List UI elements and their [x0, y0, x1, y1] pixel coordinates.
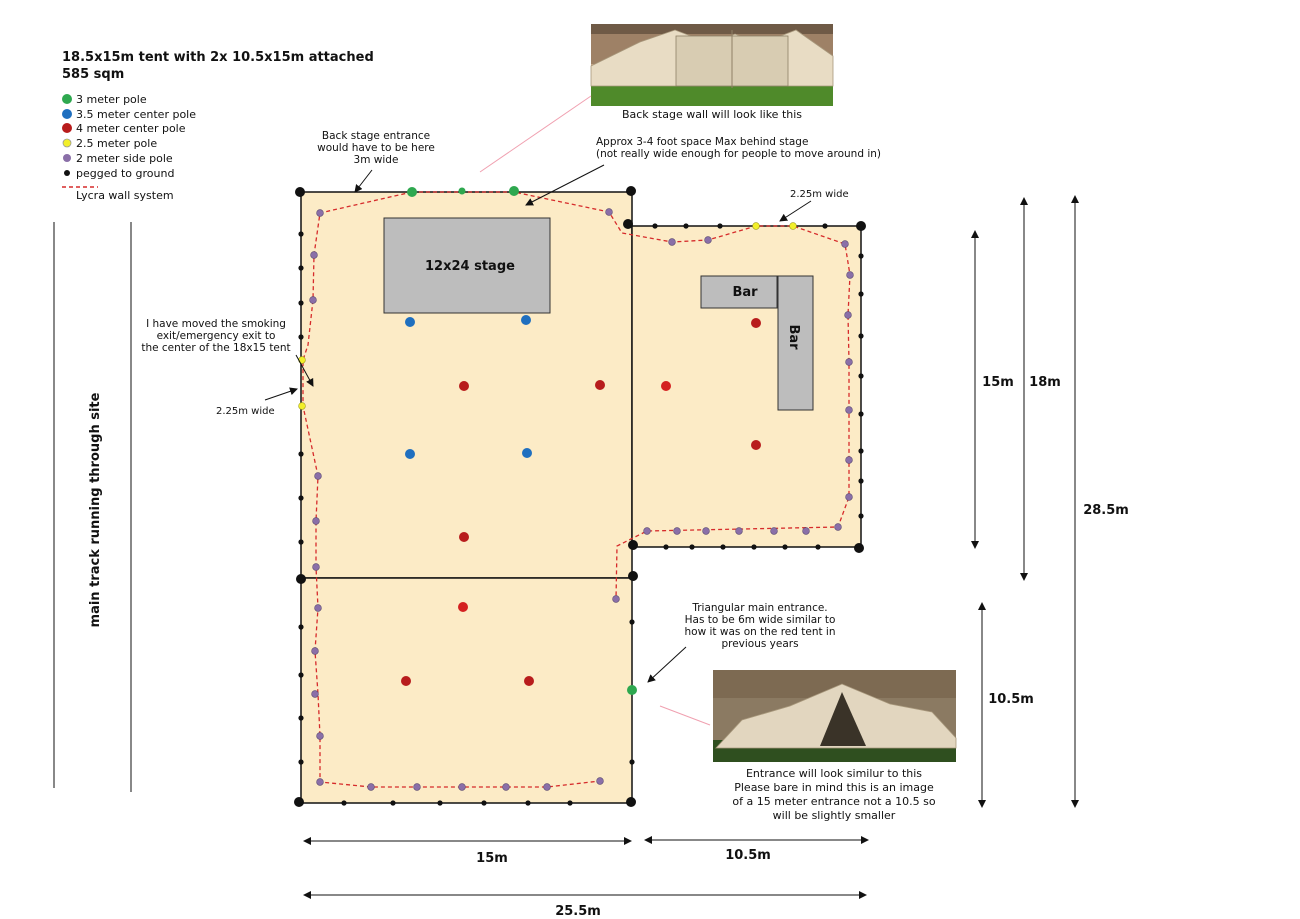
dim-label-18m: 18m: [1029, 375, 1061, 390]
peg: [858, 253, 863, 258]
blue-pole: [405, 317, 415, 327]
entrance-photo-caption-line-4: will be slightly smaller: [772, 809, 896, 822]
side-pole: [606, 209, 613, 216]
legend-yellow-dot: [63, 139, 71, 147]
side-pole: [703, 528, 710, 535]
dim-label-15m-bottom: 15m: [476, 851, 508, 866]
space-behind-stage-line-1: Approx 3-4 foot space Max behind stage: [596, 136, 809, 148]
side-pole: [736, 528, 743, 535]
peg: [822, 223, 827, 228]
legend-label-3-5m: 3.5 meter center pole: [76, 108, 196, 121]
yellow-pole: [299, 403, 306, 410]
red-pole: [458, 602, 468, 612]
title-line-1: 18.5x15m tent with 2x 10.5x15m attached: [62, 50, 374, 65]
left-width-label: 2.25m wide: [216, 406, 275, 417]
entrance-photo-pointer: [660, 706, 710, 725]
red-pole: [459, 532, 469, 542]
peg: [858, 291, 863, 296]
photo-backstage-grass: [591, 86, 833, 106]
peg: [525, 800, 530, 805]
main-entrance-line-1: Triangular main entrance.: [692, 602, 828, 614]
side-pole: [771, 528, 778, 535]
peg: [815, 544, 820, 549]
side-pole: [846, 457, 853, 464]
backstage-entrance-line-1: Back stage entrance: [321, 130, 431, 142]
red-pole: [595, 380, 605, 390]
legend-label-3m: 3 meter pole: [76, 93, 147, 106]
backstage-entrance-line-2: would have to be here: [317, 142, 435, 154]
legend-label-2m: 2 meter side pole: [76, 152, 173, 165]
side-pole: [669, 239, 676, 246]
peg: [298, 334, 303, 339]
annotation-top-right-width: [780, 189, 849, 221]
stage-label: 12x24 stage: [425, 259, 515, 274]
green-pole: [627, 685, 637, 695]
side-pole: [315, 473, 322, 480]
peg: [567, 800, 572, 805]
side-pole: [846, 407, 853, 414]
peg: [298, 715, 303, 720]
peg: [437, 800, 442, 805]
peg: [858, 333, 863, 338]
dim-label-15m-right: 15m: [982, 375, 1014, 390]
side-pole: [842, 241, 849, 248]
red-pole: [459, 381, 469, 391]
corner-pole: [628, 571, 638, 581]
dim-label-28-5m: 28.5m: [1083, 503, 1129, 518]
peg: [717, 223, 722, 228]
peg: [858, 448, 863, 453]
peg: [298, 539, 303, 544]
side-pole: [310, 297, 317, 304]
legend-red-dot: [62, 123, 72, 133]
backstage-photo-pointer: [480, 96, 591, 172]
peg: [298, 495, 303, 500]
main-entrance-arrow: [648, 647, 686, 682]
title-block: [62, 50, 374, 82]
space-behind-stage-line-2: (not really wide enough for people to move around in): [596, 148, 881, 160]
main-track-label: main track running through site: [88, 392, 103, 628]
left-width-arrow: [265, 389, 297, 400]
annotation-backstage-entrance: [317, 130, 435, 192]
side-pole: [315, 605, 322, 612]
smoking-exit-line-2: exit/emergency exit to: [156, 330, 276, 342]
tent-lower-10-5x15: [301, 578, 632, 803]
bar-label-horizontal: Bar: [732, 285, 758, 300]
smoking-exit-line-1: I have moved the smoking: [146, 318, 286, 330]
peg: [481, 800, 486, 805]
side-pole: [705, 237, 712, 244]
dim-label-25-5m: 25.5m: [555, 904, 601, 919]
legend-purple-dot: [63, 154, 71, 162]
green-pole: [459, 188, 466, 195]
peg: [652, 223, 657, 228]
annotation-smoking-exit: [141, 318, 313, 386]
peg: [629, 759, 634, 764]
side-pole: [847, 272, 854, 279]
legend-green-dot: [62, 94, 72, 104]
backstage-photo-caption: Back stage wall will look like this: [621, 108, 803, 121]
peg: [341, 800, 346, 805]
red-pole: [524, 676, 534, 686]
photo-entrance: [660, 670, 956, 822]
legend-label-2-5m: 2.5 meter pole: [76, 137, 158, 150]
peg: [298, 265, 303, 270]
peg: [298, 300, 303, 305]
side-pole: [312, 691, 319, 698]
legend-black-dot: [64, 170, 70, 176]
side-pole: [613, 596, 620, 603]
red-pole: [751, 440, 761, 450]
peg: [629, 619, 634, 624]
side-pole: [317, 733, 324, 740]
corner-pole: [626, 797, 636, 807]
red-pole: [751, 318, 761, 328]
peg: [689, 544, 694, 549]
peg: [782, 544, 787, 549]
peg: [298, 759, 303, 764]
blue-pole: [405, 449, 415, 459]
side-pole: [317, 210, 324, 217]
green-pole: [509, 186, 519, 196]
top-right-width-arrow: [780, 201, 811, 221]
smoking-exit-line-3: the center of the 18x15 tent: [141, 342, 291, 354]
entrance-photo-caption-line-1: Entrance will look similur to this: [745, 767, 923, 780]
corner-pole: [295, 187, 305, 197]
peg: [858, 513, 863, 518]
side-pole: [312, 648, 319, 655]
side-pole: [313, 518, 320, 525]
red-pole: [401, 676, 411, 686]
side-pole: [544, 784, 551, 791]
backstage-entrance-arrow: [355, 170, 372, 192]
main-entrance-line-4: previous years: [721, 638, 799, 650]
side-pole: [674, 528, 681, 535]
legend-label-4m: 4 meter center pole: [76, 122, 186, 135]
peg: [683, 223, 688, 228]
entrance-photo-caption-line-2: Please bare in mind this is an image: [734, 781, 934, 794]
red-pole: [661, 381, 671, 391]
corner-pole: [296, 574, 306, 584]
side-pole: [803, 528, 810, 535]
corner-pole: [294, 797, 304, 807]
peg: [298, 231, 303, 236]
peg: [298, 624, 303, 629]
blue-pole: [521, 315, 531, 325]
backstage-entrance-line-3: 3m wide: [353, 154, 399, 166]
side-pole: [368, 784, 375, 791]
peg: [390, 800, 395, 805]
main-entrance-line-3: how it was on the red tent in: [684, 626, 836, 638]
peg: [751, 544, 756, 549]
peg: [298, 451, 303, 456]
side-pole: [846, 494, 853, 501]
side-pole: [835, 524, 842, 531]
dim-label-10-5m-right: 10.5m: [988, 692, 1034, 707]
peg: [720, 544, 725, 549]
side-pole: [845, 312, 852, 319]
side-pole: [459, 784, 466, 791]
side-pole: [846, 359, 853, 366]
legend-blue-dot: [62, 109, 72, 119]
peg: [298, 672, 303, 677]
top-right-width-label: 2.25m wide: [790, 189, 849, 200]
side-pole: [503, 784, 510, 791]
blue-pole: [522, 448, 532, 458]
green-pole: [407, 187, 417, 197]
side-pole: [313, 564, 320, 571]
dim-label-10-5m-bottom: 10.5m: [725, 848, 771, 863]
bar-label-vertical: Bar: [786, 324, 801, 350]
legend-label-pegged: pegged to ground: [76, 167, 175, 180]
corner-pole: [628, 540, 638, 550]
corner-pole: [623, 219, 633, 229]
legend: [62, 93, 196, 202]
side-pole: [644, 528, 651, 535]
side-pole: [311, 252, 318, 259]
corner-pole: [854, 543, 864, 553]
corner-pole: [626, 186, 636, 196]
side-pole: [414, 784, 421, 791]
peg: [663, 544, 668, 549]
yellow-pole: [790, 223, 797, 230]
peg: [858, 411, 863, 416]
peg: [858, 373, 863, 378]
entrance-photo-caption-line-3: of a 15 meter entrance not a 10.5 so: [732, 795, 936, 808]
corner-pole: [856, 221, 866, 231]
annotation-left-width: [216, 389, 297, 417]
yellow-pole: [753, 223, 760, 230]
peg: [858, 478, 863, 483]
title-line-2: 585 sqm: [62, 67, 125, 82]
legend-label-lycra: Lycra wall system: [76, 189, 174, 202]
side-pole: [317, 779, 324, 786]
main-entrance-line-2: Has to be 6m wide similar to: [684, 614, 836, 626]
side-pole: [597, 778, 604, 785]
